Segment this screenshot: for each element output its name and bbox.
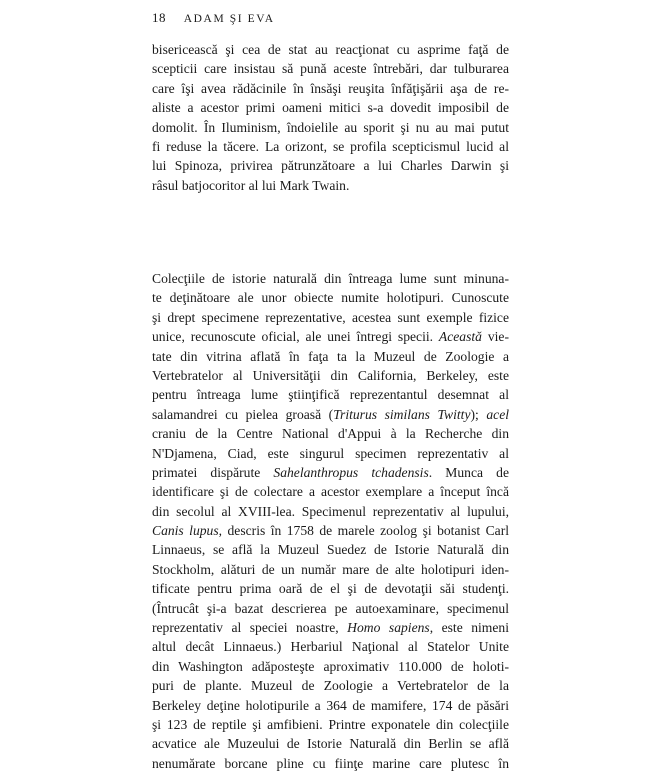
text-line: Colecţiile de istorie naturală din întreaga lume sunt minuna- bbox=[152, 271, 509, 286]
text-line: scepticii care insistau să pună aceste întrebări, dar tulburarea bbox=[152, 61, 509, 77]
text-line: acvatice ale Muzeului de Istorie Naturală din Berlin se află bbox=[152, 736, 509, 752]
text-line: te deţinătoare ale unor obiecte numite holotipuri. Cunoscute bbox=[152, 290, 509, 306]
text-line: râsul batjocoritor al lui Mark Twain. bbox=[152, 177, 350, 193]
text-line: pentru întreaga lume ştiinţifică reprezentantul desemnat al bbox=[152, 387, 509, 403]
text-line: din secolul al XVIII-lea. Specimenul reprezentativ al lupului, bbox=[152, 503, 509, 519]
running-head bbox=[152, 10, 275, 26]
text-line: fi reduse la tăcere. La orizont, se profila scepticismul lucid al bbox=[152, 138, 509, 154]
paragraph-2 bbox=[152, 269, 509, 773]
text-line: puri de plante. Muzeul de Zoologie a Vertebratelor de la bbox=[152, 678, 509, 694]
text-line: unice, recunoscute oficial, ale unei întregi specii. Această vie- bbox=[152, 329, 509, 345]
text-line: altul decât Linnaeus.) Herbariul Naţional al Statelor Unite bbox=[152, 639, 509, 655]
text-line: şi drept specimene reprezentative, acestea sunt exemple fizice bbox=[152, 309, 509, 325]
text-line: şi 123 de reptile şi amfibieni. Printre exponatele din colecţiile bbox=[152, 716, 509, 732]
text-line: Vertebratelor al Universităţii din California, Berkeley, este bbox=[152, 367, 509, 383]
text-line: craniu de la Centre National d'Appui à la Recherche din bbox=[152, 426, 509, 442]
text-line: Berkeley deţine holotipurile a 364 de mamifere, 174 de păsări bbox=[152, 697, 509, 713]
text-line: Linnaeus, se află la Muzeul Suedez de Istorie Naturală din bbox=[152, 542, 509, 558]
running-title: ADAM ŞI EVA bbox=[183, 13, 275, 25]
paragraph-1 bbox=[152, 40, 509, 195]
text-line: tificate pentru prima oară de el şi de devotaţii săi studenţi. bbox=[152, 581, 509, 597]
text-line: bisericească şi cea de stat au reacţionat cu asprime faţă de bbox=[152, 42, 509, 57]
text-line: primatei dispărute Sahelanthropus tchadensis. Munca de bbox=[152, 464, 509, 480]
text-line: Canis lupus, descris în 1758 de marele zoolog şi botanist Carl bbox=[152, 523, 509, 539]
page-number: 18 bbox=[152, 10, 166, 25]
text-line: N'Djamena, Ciad, este singurul specimen reprezentativ al bbox=[152, 445, 509, 461]
text-line: aliste a acestor primi oameni mitici s-a dovedit imposibil de bbox=[152, 100, 509, 116]
text-line: care îşi avea rădăcinile în însăşi reuşita înfăţişării aşa de re- bbox=[152, 80, 509, 96]
text-line: din Washington adăposteşte aproximativ 110.000 de holoti- bbox=[152, 658, 509, 674]
text-line: (Întrucât şi-a bazat descrierea pe autoexaminare, specimenul bbox=[152, 600, 509, 616]
text-line: domolit. În Iluminism, îndoielile au sporit şi nu au mai putut bbox=[152, 119, 509, 135]
text-line: nenumărate borcane pline cu fiinţe marine care plutesc în bbox=[152, 755, 509, 771]
text-line: Stockholm, alături de un număr mare de alte holotipuri iden- bbox=[152, 561, 509, 577]
text-line: tate din vitrina aflată în faţa ta la Muzeul de Zoologie a bbox=[152, 348, 509, 364]
text-line: reprezentativ al speciei noastre, Homo sapiens, este nimeni bbox=[152, 620, 509, 636]
text-line: salamandrei cu pielea groasă (Triturus similans Twitty); acel bbox=[152, 406, 510, 422]
text-line: lui Spinoza, privirea pătrunzătoare a lui Charles Darwin şi bbox=[152, 158, 509, 174]
text-line: identificare şi de colectare a acestor exemplare a început încă bbox=[152, 484, 509, 500]
